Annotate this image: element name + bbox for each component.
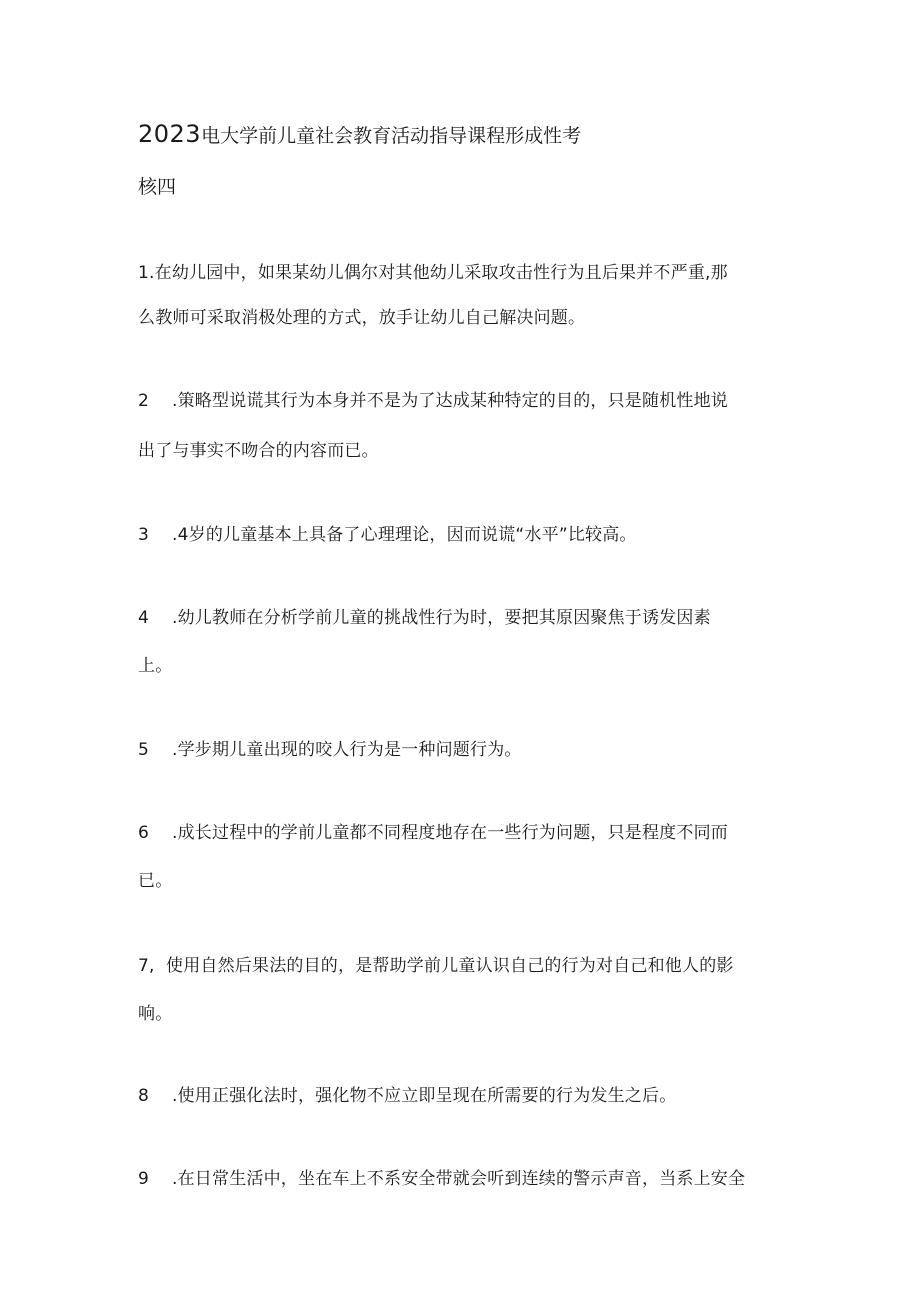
question-number: 2 [138,391,150,411]
question-6-line-1 [138,818,728,843]
question-text: .幼儿教师在分析学前儿童的挑战性行为时，要把其原因聚焦于诱发因素 [172,608,711,628]
question-7-line-1 [138,951,734,976]
question-4-line-1 [138,603,711,628]
question-text: .在日常生活中，坐在车上不系安全带就会听到连续的警示声音，当系上安全 [172,1169,746,1189]
question-4-line-2: 上。 [138,656,173,676]
question-2-line-1 [138,386,728,411]
question-number: 7, [138,956,155,976]
question-text: .使用正强化法时，强化物不应立即呈现在所需要的行为发生之后。 [172,1086,677,1106]
question-number: 6 [138,823,150,843]
question-text: .4岁的儿童基本上具备了心理理论，因而说谎“水平”比较高。 [172,525,637,545]
question-number: 4 [138,608,150,628]
title-year: 2023 [138,120,202,148]
question-text: .学步期儿童出现的咬人行为是一种问题行为。 [172,740,522,760]
question-text: .成长过程中的学前儿童都不同程度地存在一些行为问题，只是程度不同而 [172,823,729,843]
question-1-line-2: 么教师可采取消极处理的方式，放手让幼儿自己解决问题。 [138,308,586,328]
document-title-continuation: 核四 [138,176,177,198]
document-title [138,120,581,148]
question-number: 3 [138,525,150,545]
question-9-line-1 [138,1164,745,1189]
question-number: 9 [138,1169,150,1189]
question-5-line-1 [138,735,522,760]
question-number: 5 [138,740,150,760]
question-number: 1. [138,263,155,283]
question-2-line-2: 出了与事实不吻合的内容而已。 [138,441,379,461]
question-7-line-2: 响。 [138,1004,173,1024]
question-8-line-1 [138,1081,676,1106]
question-1-line-1 [138,258,728,283]
question-text: .策略型说谎其行为本身并不是为了达成某种特定的目的，只是随机性地说 [172,391,729,411]
question-number: 8 [138,1086,150,1106]
question-text: 在幼儿园中，如果某幼儿偶尔对其他幼儿采取攻击性行为且后果并不严重,那 [154,263,728,283]
question-3-line-1 [138,520,637,545]
title-text: 电大学前儿童社会教育活动指导课程形成性考 [201,125,582,147]
question-text: 使用自然后果法的目的，是帮助学前儿童认识自己的行为对自己和他人的影 [166,956,734,976]
question-6-line-2: 已。 [138,871,173,891]
